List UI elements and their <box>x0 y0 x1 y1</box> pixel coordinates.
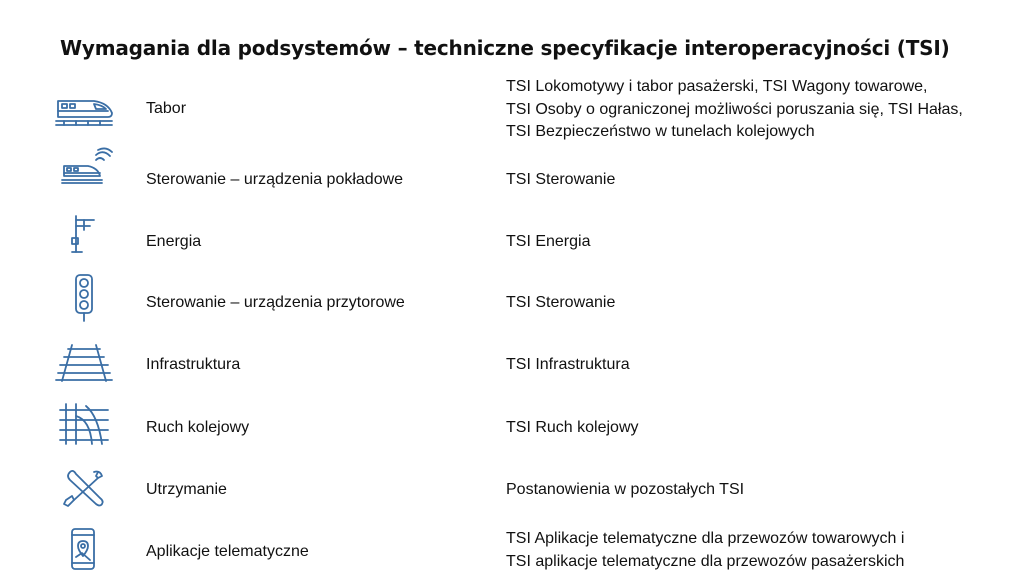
subsystem-label: Infrastruktura <box>146 356 241 373</box>
tsi-line: TSI Energia <box>506 233 591 250</box>
tsi-list <box>506 528 904 573</box>
tsi-line: TSI Bezpieczeństwo w tunelach kolejowych <box>506 123 815 140</box>
traffic-light-icon <box>52 273 116 317</box>
subsystem-label: Energia <box>146 233 202 250</box>
tsi-list <box>506 76 963 144</box>
subsystem-label: Ruch kolejowy <box>146 419 250 436</box>
tsi-line: TSI Lokomotywy i tabor pasażerski, TSI Wagony towarowe, <box>506 78 928 95</box>
tsi-line: TSI aplikacje telematyczne dla przewozów pasażerskich <box>506 552 905 570</box>
train-icon <box>52 87 116 131</box>
page-title: Wymagania dla podsystemów – techniczne specyfikacje interoperacyjności (TSI) <box>60 36 950 60</box>
tsi-line: TSI Infrastruktura <box>506 356 630 373</box>
subsystem-label: Sterowanie – urządzenia przytorowe <box>146 294 405 311</box>
subsystem-label: Utrzymanie <box>146 481 227 498</box>
tsi-line: TSI Ruch kolejowy <box>506 419 639 436</box>
subsystem-label: Tabor <box>146 100 187 117</box>
tsi-line: TSI Aplikacje telematyczne dla przewozów towarowych i <box>506 530 905 547</box>
tsi-line: TSI Sterowanie <box>506 294 616 311</box>
tsi-line: Postanowienia w pozostałych TSI <box>506 481 745 498</box>
subsystem-label: Aplikacje telematyczne <box>146 543 309 560</box>
tsi-list <box>506 417 639 440</box>
tsi-line: TSI Osoby o ograniczonej możliwości poruszania się, TSI Hałas, <box>506 100 963 118</box>
railway-track-icon <box>52 341 116 385</box>
tsi-list <box>506 354 630 377</box>
wrench-screwdriver-icon <box>52 466 116 510</box>
subsystem-label: Sterowanie – urządzenia pokładowe <box>146 171 404 188</box>
tsi-list <box>506 479 744 502</box>
train-signal-icon <box>52 146 116 190</box>
mobile-location-icon <box>52 527 116 571</box>
tsi-line: TSI Sterowanie <box>506 171 616 188</box>
tsi-list <box>506 231 590 254</box>
catenary-pole-icon <box>52 212 116 256</box>
tsi-list <box>506 292 615 315</box>
tsi-list <box>506 169 615 192</box>
track-junction-icon <box>52 402 116 446</box>
